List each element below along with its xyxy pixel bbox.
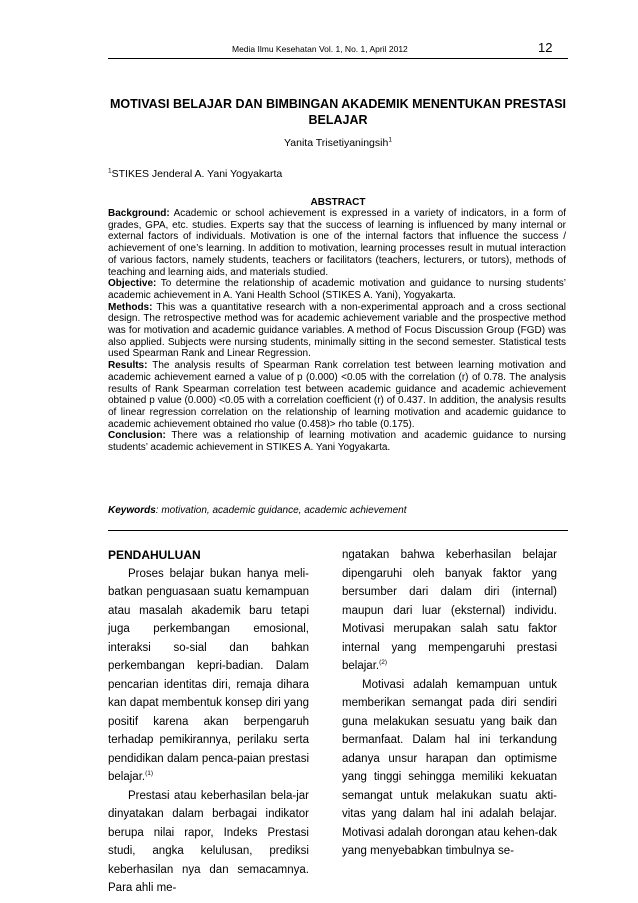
journal-citation: Media Ilmu Kesehatan Vol. 1, No. 1, April 2012 xyxy=(232,44,408,54)
citation-sup: (1) xyxy=(145,770,154,778)
abstract-body xyxy=(108,208,566,454)
abstract-heading: ABSTRACT xyxy=(310,197,366,208)
page-number: 12 xyxy=(538,40,553,55)
background-text: Academic or school achievement is expressed in a variety of indicators, in a form of grades, GPA, etc. studies. Experts say that the success of learning is influenced by many internal or external factors of individuals. Motivation is one of the internal factors that influence the success / achievement of one’s learning. In addition to motivation, learning processes result in mutual interaction of various factors, namely students, teachers or facilitators (teachers, lecturers, or tutors), methods of teaching and learning aids, and materials studied. xyxy=(108,208,566,278)
abstract-conclusion xyxy=(108,430,566,453)
section-heading: PENDAHULUAN xyxy=(108,548,201,562)
conclusion-text: There was a relationship of learning motivation and academic guidance to nursing students’ academic achievement in STIKES A. Yani Yogyakarta. xyxy=(108,430,566,454)
abstract-results xyxy=(108,360,566,430)
abstract-methods xyxy=(108,302,566,361)
author-line xyxy=(108,137,568,149)
conclusion-label: Conclusion: xyxy=(108,430,166,442)
author-name: Yanita Trisetiyaningsih xyxy=(284,137,389,149)
affiliation xyxy=(108,168,282,180)
body-paragraph: Prestasi atau keberhasilan bela-jar dinyatakan dalam berbagai indikator berupa nilai rapor, Indeks Prestasi studi, angka kelulusan, prediksi keberhasilan nya dan semacamnya. Para ahli me- xyxy=(108,789,309,894)
objective-label: Objective: xyxy=(108,278,157,290)
body-paragraph xyxy=(342,546,557,676)
affiliation-sup: 1 xyxy=(108,167,112,175)
body-paragraph-text: Proses belajar bukan hanya meli-batkan penguasaan suatu kemampuan atau masalah akademik baru tetapi juga perkembangan emosional, interaksi so-sial dan bahkan perkembangan kepri-badian. Dalam pencarian identitas diri, remaja dihara kan dapat membentuk konsep diri yang positif karena akan berpengaruh terhadap pemikirannya, perilaku serta pendidikan dalam penca-paian prestasi belajar. xyxy=(108,567,309,783)
body-column-left xyxy=(108,546,309,898)
keywords-label: Keywords xyxy=(108,505,156,516)
results-label: Results: xyxy=(108,360,148,372)
section-rule xyxy=(108,530,568,531)
body-paragraph xyxy=(108,565,309,787)
title-line-1: MOTIVASI BELAJAR DAN BIMBINGAN AKADEMIK MENENTUKAN PRESTASI xyxy=(109,97,567,111)
affiliation-text: STIKES Jenderal A. Yani Yogyakarta xyxy=(111,168,283,180)
objective-text: To determine the relationship of academic motivation and guidance to nursing students’ academic achievement in A. Yani Health School (STIKES A. Yani), Yogyakarta. xyxy=(108,278,566,301)
citation-sup: (2) xyxy=(379,659,388,667)
results-text: The analysis results of Spearman Rank correlation test between learning motivation and academic achievement earned a value of p (0.000) <0.05 with the correlation (r) of 0.78. The analysis results of Rank Spearman correlation test between academic guidance and academic achievement obtained p value (0.000) <0.05 with a correlation coefficient (r) of 0.437. In addition, the analysis results of linear regression correlation on the relationship of learning motivation and academic guidance to academic achievement obtained rho value (0.458)> rho table (0.175). xyxy=(108,360,566,430)
body-paragraph-text: ngatakan bahwa keberhasilan belajar dipengaruhi oleh banyak faktor yang bersumber dari dalam diri (internal) maupun dari luar (eksternal) individu. Motivasi merupakan salah satu faktor internal yang mempengaruhi prestasi belajar. xyxy=(342,549,557,672)
keywords-text: : motivation, academic guidance, academic achievement xyxy=(155,505,407,516)
body-column-right xyxy=(342,546,557,861)
background-label: Background: xyxy=(108,208,170,219)
paper-title xyxy=(108,96,568,128)
running-header xyxy=(0,40,638,56)
header-rule xyxy=(108,58,568,59)
abstract-objective xyxy=(108,278,566,301)
author-sup: 1 xyxy=(388,136,392,144)
body-paragraph: Motivasi adalah kemampuan untuk memberikan semangat pada diri sendiri guna melakukan sesuatu yang baik dan bermanfaat. Dalam hal ini terkandung adanya unsur harapan dan optimisme yang tinggi sehingga memiliki kekuatan semangat untuk melakukan suatu akti-vitas yang dalam hal ini adalah belajar. Motivasi adalah dorongan atau kehen-dak yang menyebabkan timbulnya se- xyxy=(342,678,557,857)
abstract-background xyxy=(108,208,566,278)
title-line-2: BELAJAR xyxy=(308,113,368,127)
keywords xyxy=(108,505,407,516)
methods-text: This was a quantitative research with a non-experimental approach and a cross sectional design. The retrospective method was for academic achievement variable and the prospective method was for motivation and academic guidance variables. A method of Focus Discussion Group (FGD) was also applied. Subjects were nursing students, minimally sitting in the second semester. Statistical tests used Spearman Rank and Linear Regression. xyxy=(108,301,566,360)
methods-label: Methods: xyxy=(108,301,153,313)
